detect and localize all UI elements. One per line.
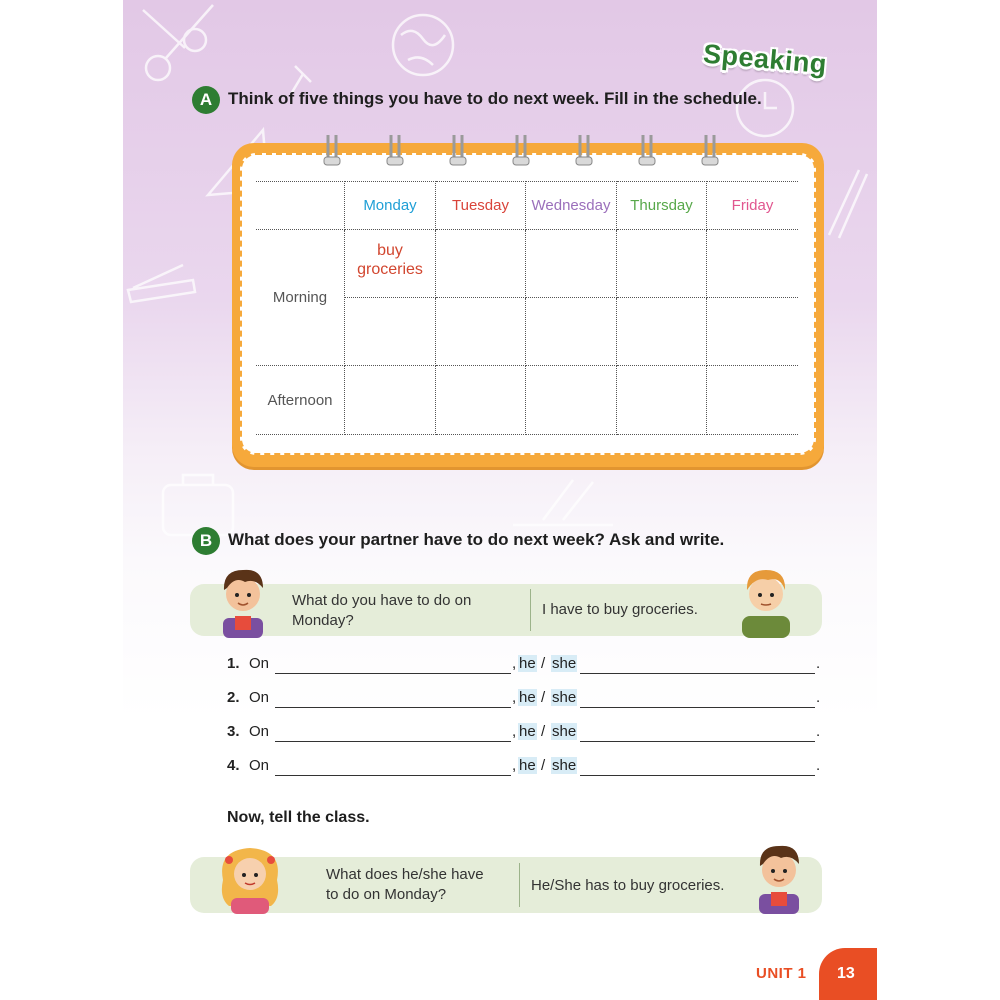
section-a-instruction: Think of five things you have to do next week. Fill in the schedule. [228,89,762,108]
line-number: 4. [227,757,240,774]
line-number: 1. [227,655,240,672]
schedule-cell[interactable] [345,298,436,366]
row-label-morning: Morning [256,230,345,366]
line-number: 3. [227,723,240,740]
day-label: Wednesday [531,197,611,214]
day-blank-field[interactable] [275,723,511,742]
dialog-2-answer: He/She has to buy groceries. [531,877,725,894]
schedule-cell[interactable] [707,298,799,366]
entry-line-1: buy [377,241,403,259]
comma: , [512,655,517,672]
activity-blank-field[interactable] [580,723,815,742]
dialog-1-question-line-1: What do you have to do on [292,592,472,609]
section-b-instruction: What does your partner have to do next week? Ask and write. [228,530,725,549]
dialog-1-question-line-2: Monday? [292,612,354,629]
slash: / [541,757,546,774]
boy-avatar-icon [751,838,807,914]
section-a-badge: A [192,86,220,114]
day-label: Friday [731,197,774,214]
dialog-2-question [326,865,484,905]
day-label: Monday [363,197,417,214]
tell-the-class-instruction: Now, tell the class. [227,809,370,826]
microscope-doodle-icon [503,470,623,530]
line-on-text: On [249,689,270,706]
dialog-bubble-1 [190,584,822,636]
period: . [816,689,821,706]
dialog-2-question-line-2: to do on Monday? [326,886,447,903]
option-she[interactable]: she [552,723,577,740]
answer-line-3 [227,723,827,745]
option-she[interactable]: she [552,757,577,774]
line-number: 2. [227,689,240,706]
ginger-boy-avatar-icon [734,562,798,638]
spiral-ring-icon [700,133,720,167]
option-he[interactable]: he [519,723,536,740]
spiral-ring-icon [322,133,342,167]
answer-line-1 [227,655,827,677]
day-header-thursday [617,182,707,230]
period: . [816,655,821,672]
schedule-cell[interactable] [617,366,707,435]
option-he[interactable]: he [519,757,536,774]
day-label: Thursday [630,197,693,214]
schedule-cell[interactable] [617,230,707,298]
option-he[interactable]: he [519,655,536,672]
dialog-divider [519,863,520,907]
answer-line-2 [227,689,827,711]
day-blank-field[interactable] [275,689,511,708]
slash: / [541,723,546,740]
slash: / [541,689,546,706]
slash: / [541,655,546,672]
line-on-text: On [249,723,270,740]
option-she[interactable]: she [552,689,577,706]
dialog-divider [530,589,531,631]
scissors-doodle-icon [133,0,223,90]
schedule-cell[interactable] [526,230,617,298]
comma: , [512,757,517,774]
line-on-text: On [249,655,270,672]
day-header-wednesday [526,182,617,230]
comma: , [512,689,517,706]
workbook-page [123,0,877,1000]
page-number: 13 [837,965,855,982]
activity-blank-field[interactable] [580,655,815,674]
spiral-ring-icon [511,133,531,167]
day-label: Tuesday [452,197,509,214]
table-header-row [256,182,798,230]
spiral-ring-icon [574,133,594,167]
girl-avatar-icon [215,840,285,914]
schedule-cell[interactable] [345,366,436,435]
table-row [256,366,798,435]
boy-avatar-icon [215,562,271,638]
schedule-cell[interactable] [707,366,799,435]
table-row [256,230,798,298]
schedule-cell[interactable] [526,298,617,366]
schedule-cell[interactable] [345,230,436,298]
spiral-ring-icon [637,133,657,167]
day-header-friday [707,182,799,230]
day-header-tuesday [436,182,526,230]
period: . [816,757,821,774]
schedule-cell[interactable] [707,230,799,298]
spiral-ring-icon [448,133,468,167]
dialog-2-question-line-1: What does he/she have [326,866,484,883]
unit-label: UNIT 1 [756,965,807,982]
answer-line-4 [227,757,827,779]
pencil-doodle-icon [819,160,869,240]
globe-doodle-icon [383,5,463,85]
schedule-table [256,181,798,435]
period: . [816,723,821,740]
activity-blank-field[interactable] [580,757,815,776]
spiral-ring-icon [385,133,405,167]
dialog-1-question [292,591,471,631]
schedule-cell[interactable] [436,298,526,366]
schedule-cell[interactable] [436,230,526,298]
activity-blank-field[interactable] [580,689,815,708]
entry-line-2: groceries [357,260,423,278]
dialog-1-answer: I have to buy groceries. [542,601,698,618]
day-blank-field[interactable] [275,757,511,776]
section-heading-speaking: Speaking [701,38,829,80]
row-label-afternoon: Afternoon [256,366,345,435]
day-blank-field[interactable] [275,655,511,674]
option-he[interactable]: he [519,689,536,706]
schedule-cell[interactable] [526,366,617,435]
comma: , [512,723,517,740]
option-she[interactable]: she [552,655,577,672]
stapler-doodle-icon [123,250,203,310]
section-b-badge: B [192,527,220,555]
schedule-cell[interactable] [436,366,526,435]
day-header-monday [345,182,436,230]
line-on-text: On [249,757,270,774]
schedule-cell[interactable] [617,298,707,366]
corner-cell [256,182,345,230]
